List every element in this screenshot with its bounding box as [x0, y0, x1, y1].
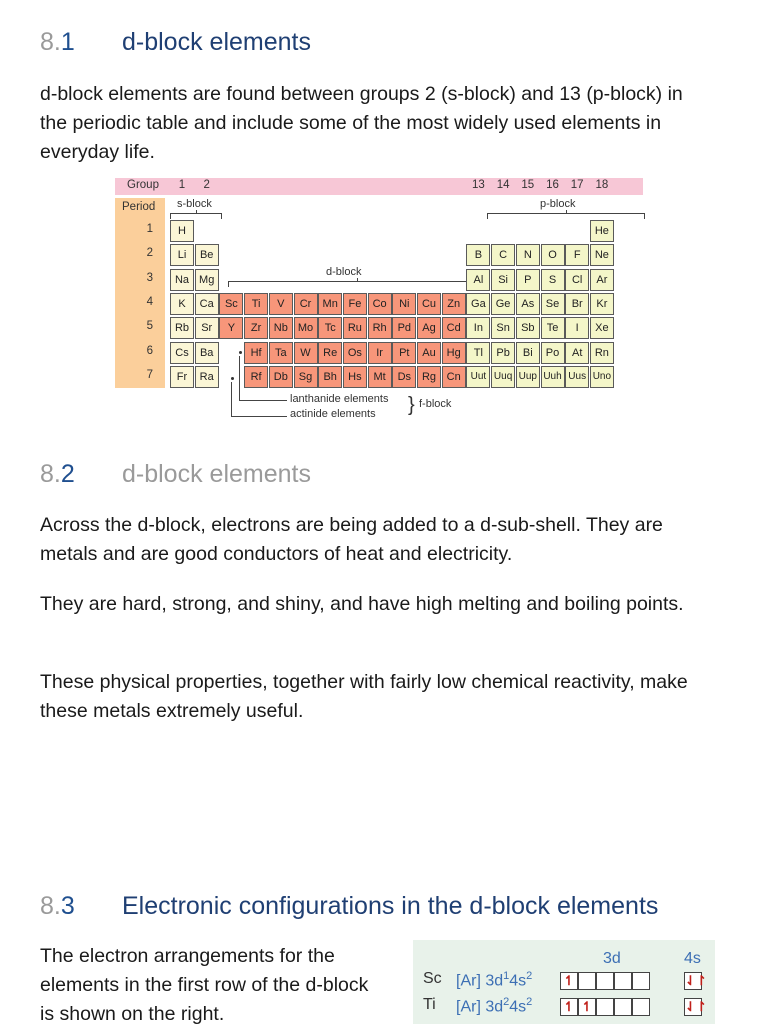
period-number: 5	[146, 320, 153, 333]
element-cell-ne: Ne	[590, 244, 614, 266]
element-cell-uuh: Uuh	[541, 366, 565, 388]
d-orbital-box	[632, 972, 650, 990]
element-cell-tc: Tc	[318, 317, 342, 339]
lanthanide-label: lanthanide elements	[290, 393, 389, 405]
element-cell-hs: Hs	[343, 366, 367, 388]
element-cell-as: As	[516, 293, 540, 315]
section-title: d-block elements	[122, 460, 311, 488]
element-cell-na: Na	[170, 269, 194, 291]
element-cell-co: Co	[368, 293, 392, 315]
element-cell-uno: Uno	[590, 366, 614, 388]
intro-paragraph: d-block elements are found between groups 2 (s-block) and 13 (p-block) in the periodic table and include some of the most widely used elements in everyday life.	[40, 83, 683, 163]
p-block-brace	[487, 213, 645, 219]
element-cell-n: N	[516, 244, 540, 266]
header-4s: 4s	[684, 950, 701, 967]
element-cell-ta: Ta	[269, 342, 293, 364]
element-cell-ba: Ba	[195, 342, 219, 364]
group-number: 18	[595, 179, 609, 191]
element-cell-w: W	[294, 342, 318, 364]
element-cell-os: Os	[343, 342, 367, 364]
element-cell-db: Db	[269, 366, 293, 388]
period-number: 6	[146, 344, 153, 357]
element-cell-mt: Mt	[368, 366, 392, 388]
configuration-row-sc	[423, 970, 713, 992]
group-label: Group	[127, 179, 159, 191]
element-cell-ni: Ni	[392, 293, 416, 315]
actinide-label: actinide elements	[290, 408, 376, 420]
configuration-row-ti	[423, 996, 713, 1018]
element-cell-sn: Sn	[491, 317, 515, 339]
element-cell-hg: Hg	[442, 342, 466, 364]
element-cell-sr: Sr	[195, 317, 219, 339]
element-cell-kr: Kr	[590, 293, 614, 315]
group-number: 1	[178, 179, 186, 191]
d-orbital-box: ↿	[578, 998, 596, 1016]
element-cell-cn: Cn	[442, 366, 466, 388]
element-cell-b: B	[466, 244, 490, 266]
element-cell-v: V	[269, 293, 293, 315]
element-cell-at: At	[565, 342, 589, 364]
actinide-marker	[231, 377, 234, 380]
element-cell-te: Te	[541, 317, 565, 339]
element-cell-sc: Sc	[219, 293, 243, 315]
section-number-major: 8.	[40, 892, 61, 920]
element-cell-h: H	[170, 220, 194, 242]
period-number: 3	[146, 271, 153, 284]
element-symbol: Ti	[423, 996, 436, 1013]
d-orbital-box	[578, 972, 596, 990]
element-cell-uut: Uut	[466, 366, 490, 388]
element-cell-ti: Ti	[244, 293, 268, 315]
element-cell-tl: Tl	[466, 342, 490, 364]
p-block-label: p-block	[540, 198, 576, 210]
element-cell-rg: Rg	[417, 366, 441, 388]
element-cell-s: S	[541, 269, 565, 291]
element-cell-he: He	[590, 220, 614, 242]
d-orbital-box	[614, 998, 632, 1016]
element-cell-mo: Mo	[294, 317, 318, 339]
element-cell-pd: Pd	[392, 317, 416, 339]
paragraph-properties: They are hard, strong, and shiny, and have high melting and boiling points.	[40, 593, 684, 615]
element-cell-al: Al	[466, 269, 490, 291]
element-cell-ge: Ge	[491, 293, 515, 315]
section-heading-8-3	[40, 892, 659, 921]
period-number: 7	[146, 368, 153, 381]
element-cell-au: Au	[417, 342, 441, 364]
element-cell-ag: Ag	[417, 317, 441, 339]
header-3d: 3d	[603, 950, 621, 967]
element-cell-ga: Ga	[466, 293, 490, 315]
element-cell-zr: Zr	[244, 317, 268, 339]
d-orbital-box: ↿	[560, 972, 578, 990]
element-cell-rh: Rh	[368, 317, 392, 339]
element-cell-rn: Rn	[590, 342, 614, 364]
element-cell-ra: Ra	[195, 366, 219, 388]
element-cell-in: In	[466, 317, 490, 339]
section-title: Electronic configurations in the d-block elements	[122, 892, 659, 920]
d-orbital-box	[596, 972, 614, 990]
group-number: 2	[203, 179, 210, 191]
f-block-label: f-block	[419, 398, 452, 410]
element-cell-i: I	[565, 317, 589, 339]
s-orbital-box: ⇃↾	[685, 999, 707, 1014]
element-cell-pt: Pt	[392, 342, 416, 364]
element-cell-cr: Cr	[294, 293, 318, 315]
section-title: d-block elements	[122, 28, 311, 56]
section-number-major: 8.	[40, 28, 61, 56]
paragraph-usefulness: These physical properties, together with fairly low chemical reactivity, make these metals extremely useful.	[40, 671, 688, 722]
element-cell-ru: Ru	[343, 317, 367, 339]
element-cell-nb: Nb	[269, 317, 293, 339]
s-orbital-box: ⇃↾	[685, 973, 707, 988]
period-number: 2	[146, 247, 153, 260]
section-number-minor: 2	[60, 460, 75, 488]
group-number: 16	[546, 179, 559, 191]
paragraph-d-sub-shell: Across the d-block, electrons are being added to a d-sub-shell. They are metals and are good conductors of heat and electricity.	[40, 514, 663, 565]
element-cell-ir: Ir	[368, 342, 392, 364]
element-cell-br: Br	[565, 293, 589, 315]
d-orbital-box	[614, 972, 632, 990]
s-block-label: s-block	[177, 198, 212, 210]
element-cell-cu: Cu	[417, 293, 441, 315]
element-symbol: Sc	[423, 970, 442, 987]
element-cell-sb: Sb	[516, 317, 540, 339]
element-cell-po: Po	[541, 342, 565, 364]
element-cell-rb: Rb	[170, 317, 194, 339]
element-cell-xe: Xe	[590, 317, 614, 339]
d-orbital-box	[632, 998, 650, 1016]
period-label: Period	[122, 201, 156, 213]
element-cell-k: K	[170, 293, 194, 315]
group-number: 17	[570, 179, 584, 191]
d-orbital-box	[596, 998, 614, 1016]
element-cell-mn: Mn	[318, 293, 342, 315]
paragraph-electron-arrangements: The electron arrangements for the elements in the first row of the d-block is shown on the right.	[40, 945, 369, 1025]
element-cell-bh: Bh	[318, 366, 342, 388]
element-cell-c: C	[491, 244, 515, 266]
section-number-minor: 3	[60, 892, 75, 920]
element-cell-sg: Sg	[294, 366, 318, 388]
d-block-brace	[228, 281, 486, 287]
element-cell-mg: Mg	[195, 269, 219, 291]
element-cell-zn: Zn	[442, 293, 466, 315]
periodic-table-figure	[115, 178, 655, 423]
element-cell-hf: Hf	[244, 342, 268, 364]
element-cell-cl: Cl	[565, 269, 589, 291]
d-orbital-box: ↿	[560, 998, 578, 1016]
element-cell-si: Si	[491, 269, 515, 291]
configuration-text: [Ar] $3d^24s^2$	[456, 996, 533, 1016]
element-cell-se: Se	[541, 293, 565, 315]
f-block-brace: }	[408, 394, 415, 416]
element-cell-uup: Uup	[516, 366, 540, 388]
element-cell-ca: Ca	[195, 293, 219, 315]
element-cell-p: P	[516, 269, 540, 291]
element-cell-cs: Cs	[170, 342, 194, 364]
section-number-major: 8.	[40, 460, 61, 488]
element-cell-ds: Ds	[392, 366, 416, 388]
element-cell-rf: Rf	[244, 366, 268, 388]
electron-configuration-panel	[413, 940, 715, 1024]
element-cell-ar: Ar	[590, 269, 614, 291]
d-block-label: d-block	[326, 266, 362, 278]
element-cell-bi: Bi	[516, 342, 540, 364]
element-cell-f: F	[565, 244, 589, 266]
element-cell-fr: Fr	[170, 366, 194, 388]
element-cell-re: Re	[318, 342, 342, 364]
element-cell-uus: Uus	[565, 366, 589, 388]
section-number-minor: 1	[60, 28, 75, 56]
group-number: 13	[471, 179, 485, 191]
period-number: 4	[146, 295, 153, 308]
lanthanide-marker	[239, 351, 242, 354]
section-heading-8-1	[40, 28, 311, 57]
group-number: 15	[521, 179, 535, 191]
element-cell-pb: Pb	[491, 342, 515, 364]
element-cell-o: O	[541, 244, 565, 266]
section-heading-8-2	[40, 460, 311, 489]
s-block-brace	[170, 213, 222, 219]
element-cell-fe: Fe	[343, 293, 367, 315]
group-number: 14	[496, 179, 510, 191]
element-cell-cd: Cd	[442, 317, 466, 339]
element-cell-be: Be	[195, 244, 219, 266]
period-number: 1	[146, 223, 153, 235]
configuration-text: [Ar] $3d^14s^2$	[456, 970, 533, 990]
element-cell-li: Li	[170, 244, 194, 266]
element-cell-uuq: Uuq	[491, 366, 515, 388]
element-cell-y: Y	[219, 317, 243, 339]
